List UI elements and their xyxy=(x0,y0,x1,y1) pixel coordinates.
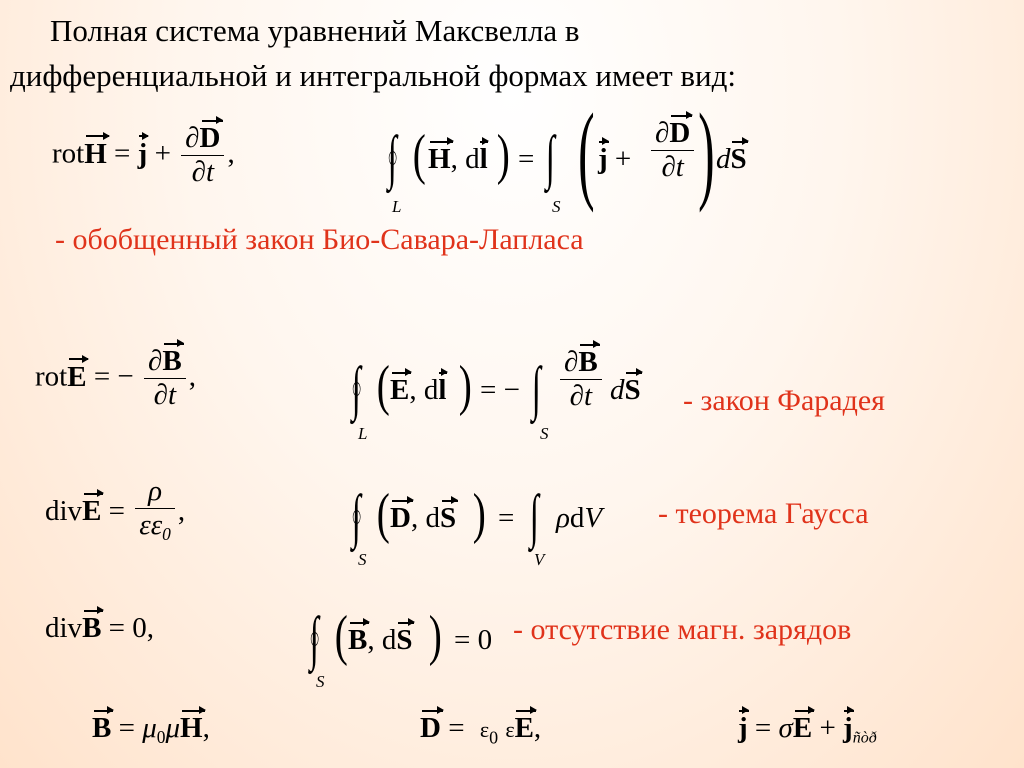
vector-h: H xyxy=(84,137,107,170)
div-e-equation: divE = $\frac{\rho}{\varepsilon\varepsilon_0}$ , xyxy=(45,475,186,545)
intro-line-1: Полная система уравнений Максвелла в xyxy=(50,13,580,48)
ohm-law-equation: $j = \sigma E + j_{ñòð}$ xyxy=(738,712,877,747)
note-faraday: - закон Фарадея xyxy=(683,384,885,417)
closed-surface-integral-icon: ∫ xyxy=(351,483,361,549)
surface-integral-icon: ∫ xyxy=(545,124,555,190)
surface-integral-icon: ∫ xyxy=(531,355,541,421)
closed-surface-integral-icon: ∫ xyxy=(309,605,319,671)
d-eps-e-equation: $D = \varepsilon_0$ εE, xyxy=(420,712,542,748)
rot-h-equation: rotH = j + $\frac{\partial D}{\partial t}$ , xyxy=(52,122,235,189)
circulation-h-equation: ∫ L ( H, dl ) = ∫ S ( j + $\frac{\partial D}{\partial t}$ ) dS xyxy=(387,91,747,216)
vector-j: j xyxy=(137,137,148,170)
volume-integral-icon: ∫ xyxy=(529,483,539,549)
rot-e-equation: rotE = − $\frac{\partial B}{\partial t}$ , xyxy=(35,345,196,412)
contour-integral-icon: ∫ xyxy=(387,124,397,190)
note-no-magnetic-charges: - отсутствие магн. зарядов xyxy=(513,613,852,646)
note-gauss: - теорема Гаусса xyxy=(658,497,869,530)
div-b-equation: divB = 0, xyxy=(45,612,155,644)
intro-line-2: дифференциальной и интегральной формах имеет вид: xyxy=(10,58,736,93)
b-mu-h-equation: $B = \mu_0\mu H$, xyxy=(92,712,210,748)
flux-d-equation: ∫ S ( D, dS ) = ∫ V ρdV xyxy=(351,483,603,569)
note-biot-savart: - обобщенный закон Био-Савара-Лапласа xyxy=(55,223,584,256)
flux-b-equation: ∫ S ( B, dS ) = 0 xyxy=(309,605,493,691)
circulation-e-equation: ∫ L ( E, dl ) = − ∫ S $\frac{\partial B}{\partial t}$ dS xyxy=(351,346,641,443)
rot-operator: rot xyxy=(52,137,85,170)
dD-dt-fraction: $\frac{\partial D}{\partial t}$ xyxy=(181,122,224,190)
contour-integral-icon: ∫ xyxy=(351,355,361,421)
